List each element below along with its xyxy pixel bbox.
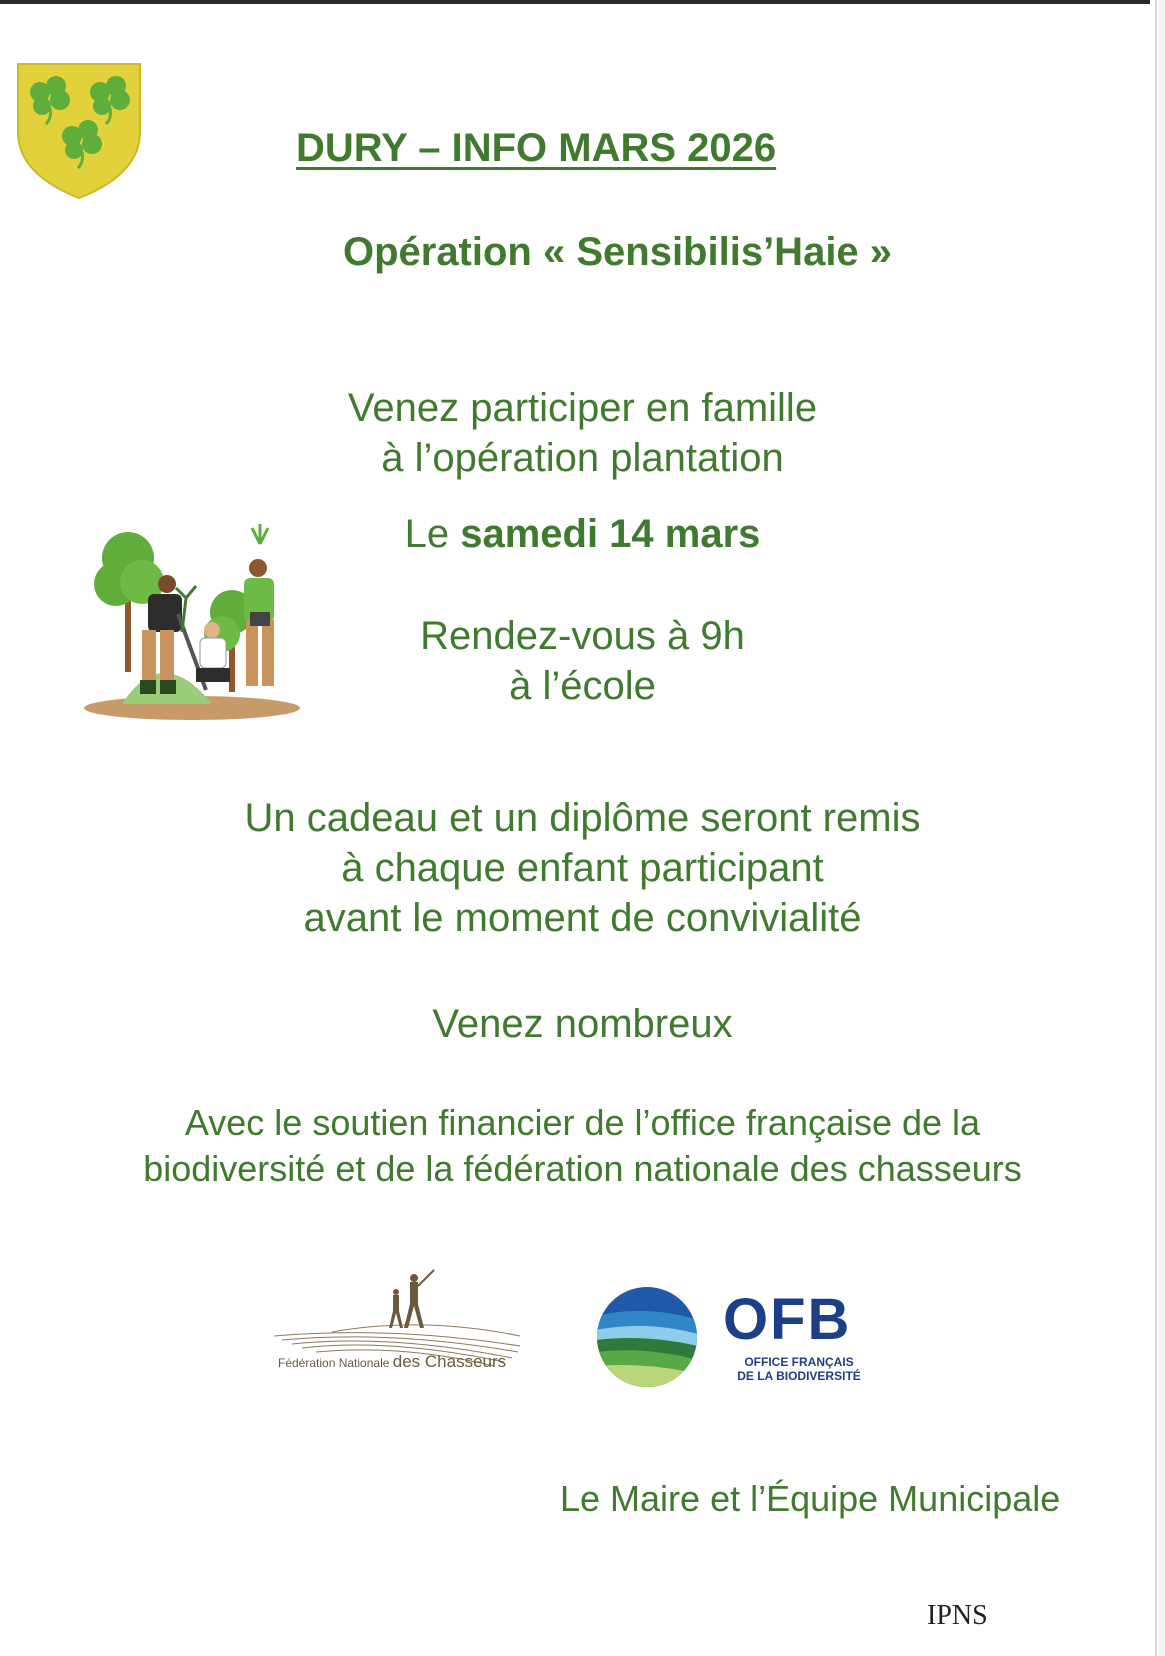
meeting-line-2: à l’école <box>509 664 656 708</box>
page-title: DURY – INFO MARS 2026 <box>296 126 777 170</box>
support-line-1: Avec le soutien financier de l’office française de la <box>184 1102 981 1143</box>
hunters-federation-name <box>278 1352 518 1372</box>
fnc-name-big: des Chasseurs <box>392 1352 507 1371</box>
event-date-bold: samedi 14 mars <box>460 512 761 556</box>
gift-line-1: Un cadeau et un diplôme seront remis <box>244 796 921 840</box>
ofb-circle-logo <box>596 1286 698 1388</box>
invite-line-2: à l’opération plantation <box>381 436 784 480</box>
ofb-subtitle-line-1: OFFICE FRANÇAIS <box>744 1355 854 1369</box>
ofb-subtitle-line-2: DE LA BIODIVERSITÉ <box>737 1369 861 1383</box>
event-date <box>0 512 1165 557</box>
gift-line-3: avant le moment de convivialité <box>303 896 862 940</box>
gift-line-2: à chaque enfant participant <box>341 846 824 890</box>
ipns-label: IPNS <box>927 1600 988 1631</box>
meeting-line-1: Rendez-vous à 9h <box>420 614 745 658</box>
operation-subtitle: Opération « Sensibilis’Haie » <box>342 230 893 274</box>
scan-top-edge <box>0 0 1150 4</box>
coat-of-arms-icon <box>16 62 142 200</box>
event-date-prefix: Le <box>404 512 461 556</box>
invite-line-1: Venez participer en famille <box>347 386 818 430</box>
fnc-name-small: Fédération Nationale <box>278 1356 393 1370</box>
support-line-2: biodiversité et de la fédération nationale des chasseurs <box>143 1148 1022 1189</box>
ofb-subtitle <box>724 1355 874 1383</box>
ofb-name: OFB <box>723 1287 852 1352</box>
call-to-action: Venez nombreux <box>432 1002 733 1046</box>
signature: Le Maire et l’Équipe Municipale <box>560 1478 1061 1519</box>
